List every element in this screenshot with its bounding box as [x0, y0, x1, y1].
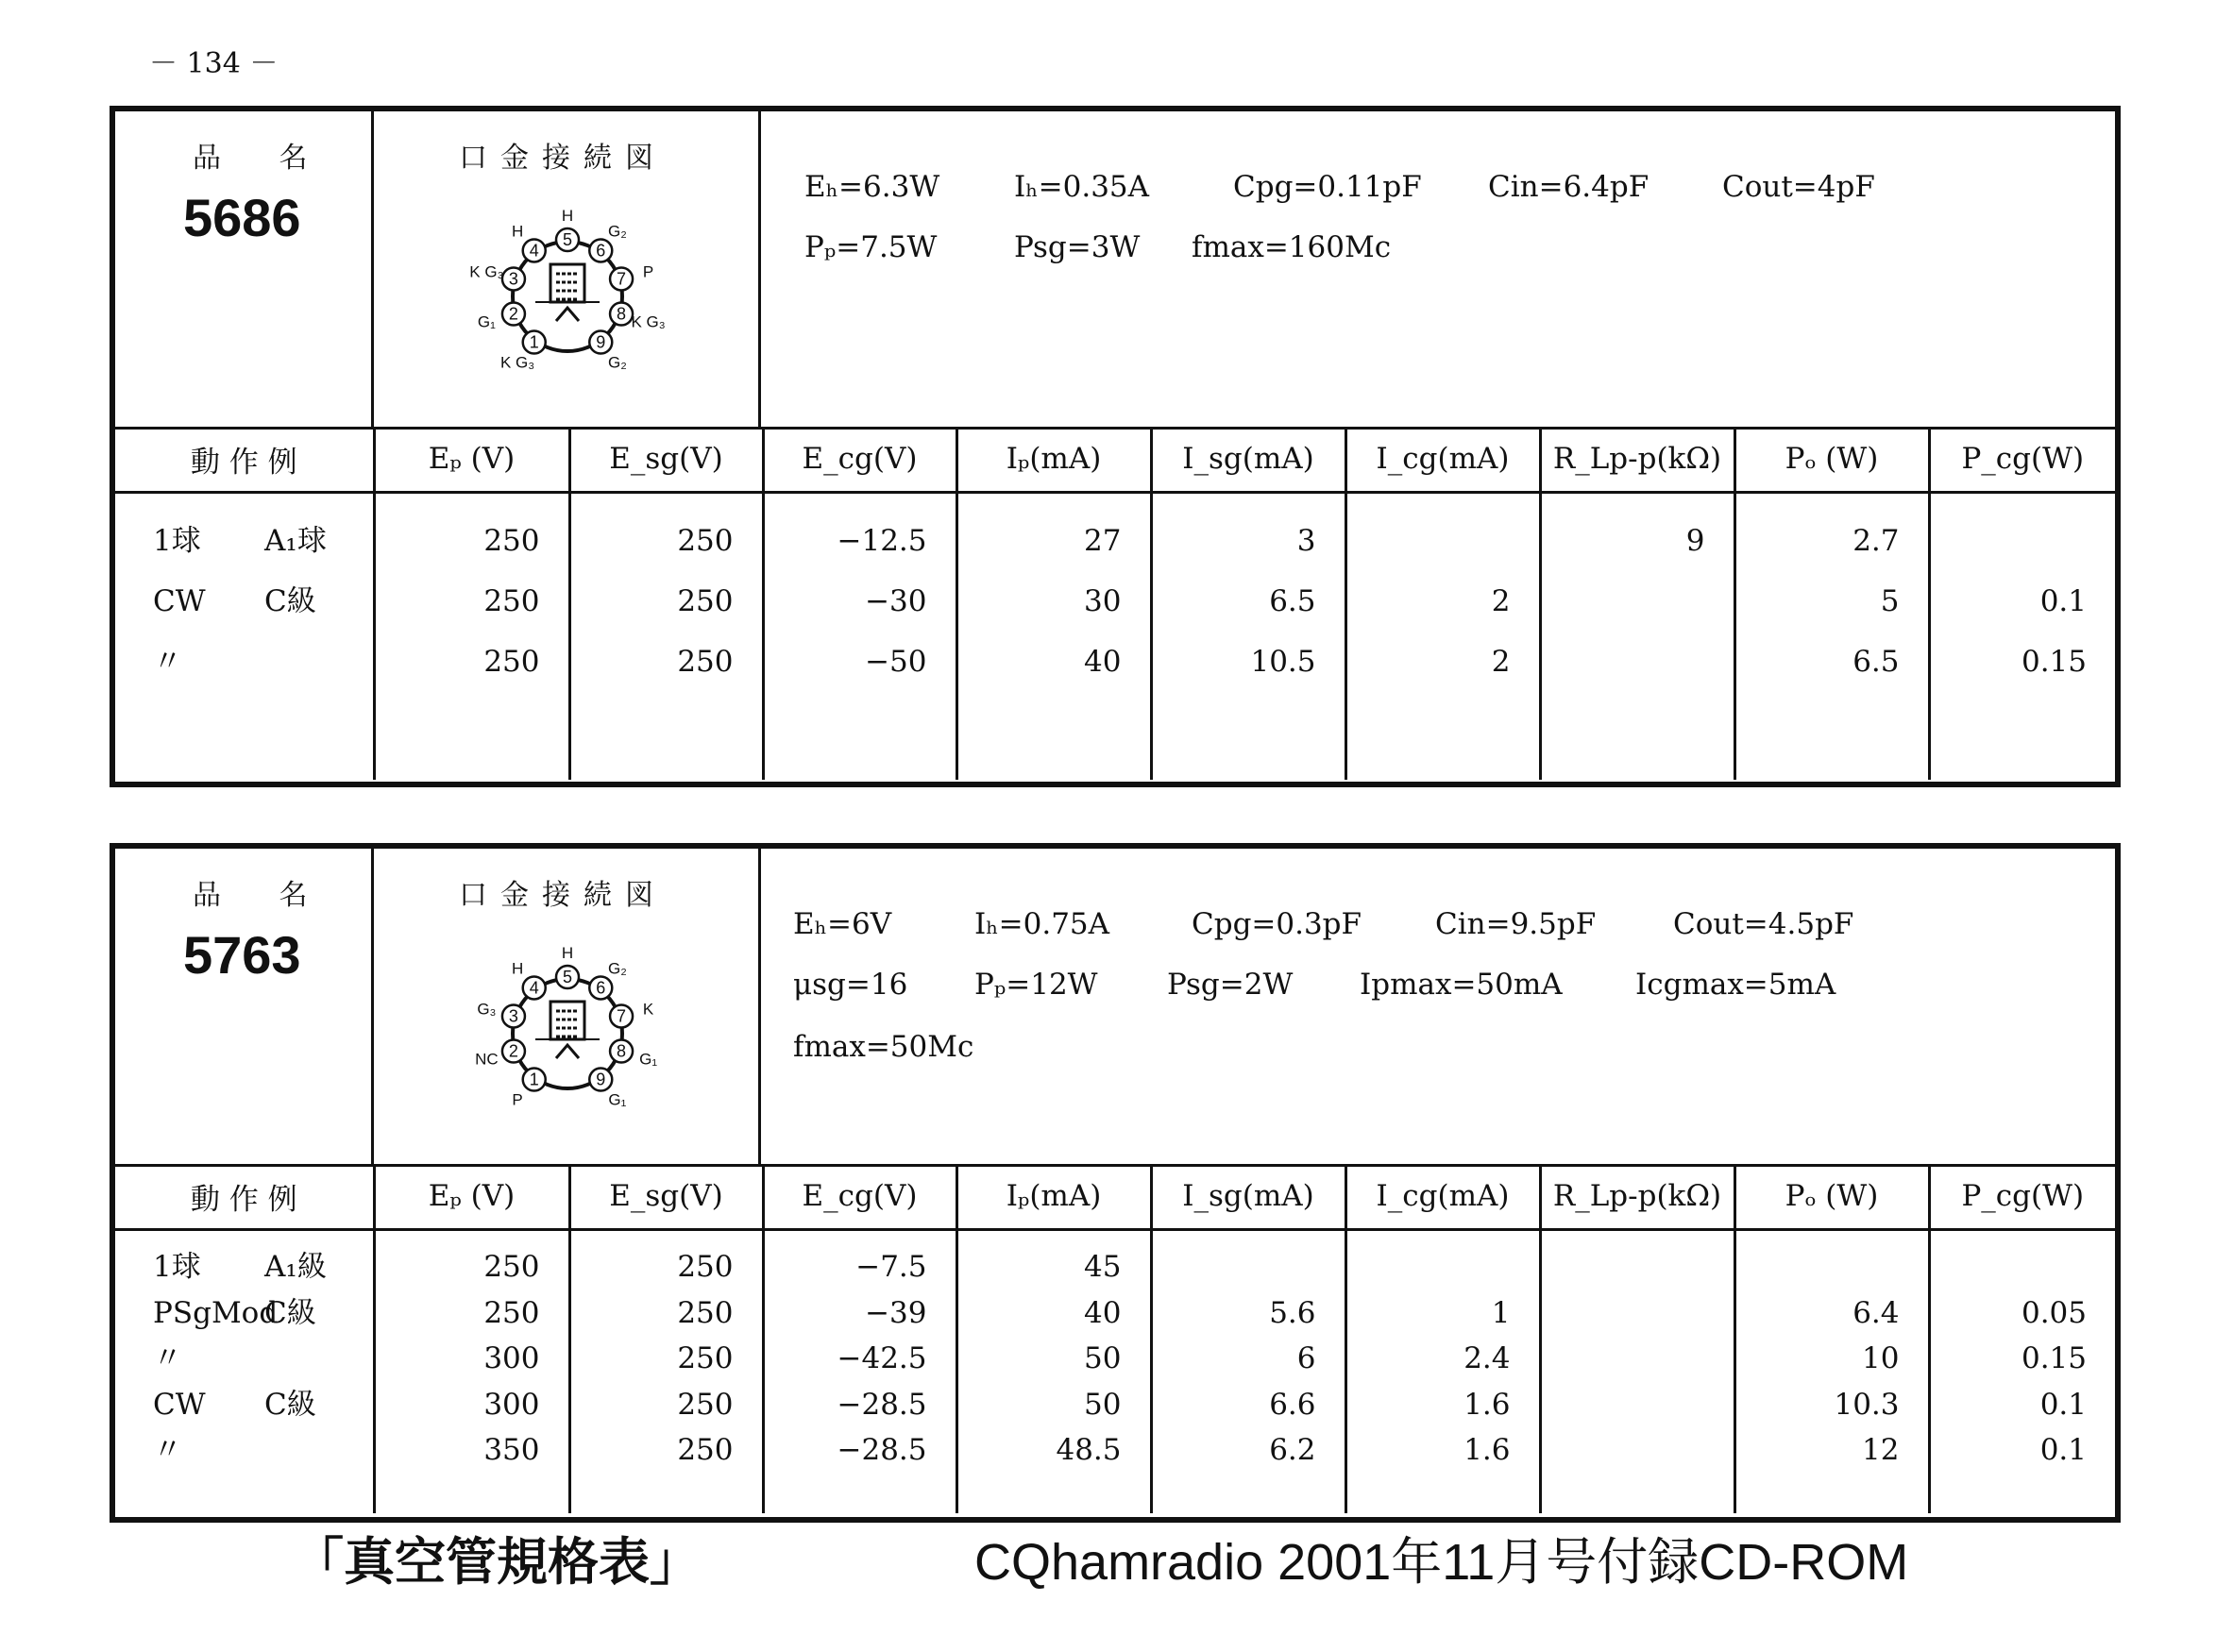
pin-number: 9	[596, 332, 606, 352]
header-ep: Eₚ (V)	[374, 427, 569, 493]
header-icg: I_cg(mA)	[1345, 427, 1540, 493]
operation-cell	[115, 1290, 373, 1337]
operation-mode: CW	[153, 584, 206, 618]
ep-column	[374, 493, 569, 780]
rating-cout: Cout=4pF	[1722, 170, 1875, 204]
operation-cell	[115, 1382, 373, 1428]
name-cell	[115, 111, 374, 427]
table-cell	[1542, 1244, 1734, 1290]
header-pcg: P_cg(W)	[1929, 1164, 2115, 1230]
table-cell: 40	[1084, 645, 1122, 679]
pin-number: 4	[529, 241, 539, 261]
tube-spec-block-5686	[110, 106, 2121, 787]
pin-label: K G₃	[631, 312, 666, 331]
table-cell: 50	[1084, 1387, 1122, 1422]
operation-column	[115, 493, 374, 780]
table-cell	[1542, 571, 1734, 632]
table-cell: 250	[677, 645, 734, 679]
table-cell: 1	[1491, 1295, 1511, 1330]
rating-icgmax: Icgmax=5mA	[1635, 968, 1836, 1002]
table-cell	[1542, 1336, 1734, 1382]
table-cell: 250	[677, 584, 734, 618]
table-cell: 0.15	[2021, 645, 2087, 679]
table-cell: 250	[483, 1250, 540, 1284]
table-cell: 6	[1296, 1341, 1316, 1375]
operation-mode: 1球	[153, 1250, 201, 1284]
rating-ih: Iₕ=0.75A	[974, 907, 1110, 941]
table-cell: 12	[1862, 1433, 1900, 1467]
pin-label: NC	[475, 1050, 499, 1069]
operation-cell	[115, 1427, 373, 1474]
table-cell: 0.1	[2039, 1387, 2087, 1422]
header-rl: R_Lp-p(kΩ)	[1540, 1164, 1734, 1230]
header-ecg: E_cg(V)	[763, 427, 956, 493]
pcg-column	[1929, 493, 2115, 780]
table-cell: −28.5	[837, 1433, 927, 1467]
table-cell: −39	[865, 1295, 927, 1330]
table-cell: 50	[1084, 1341, 1122, 1375]
operation-column	[115, 1230, 374, 1513]
header-rl: R_Lp-p(kΩ)	[1540, 427, 1734, 493]
rating-ih: Iₕ=0.35A	[1014, 170, 1150, 204]
table-cell: 1.6	[1463, 1387, 1511, 1422]
rating-musg: μsg=16	[793, 968, 908, 1002]
table-cell	[1542, 1382, 1734, 1428]
rating-eh: Eₕ=6V	[793, 907, 892, 941]
rating-ipmax: Ipmax=50mA	[1360, 968, 1563, 1002]
ratings-cell	[761, 111, 2115, 427]
table-cell: 5	[1880, 584, 1900, 618]
header-esg: E_sg(V)	[569, 427, 763, 493]
po-column	[1734, 1230, 1929, 1513]
operation-mode: PSgMod	[153, 1295, 279, 1330]
pin-number: 5	[562, 968, 573, 986]
table-cell	[1347, 1244, 1539, 1290]
esg-column	[569, 493, 763, 780]
rating-fmax: fmax=50Mc	[793, 1030, 974, 1064]
table-cell: 6.4	[1852, 1295, 1900, 1330]
rating-cout: Cout=4.5pF	[1673, 907, 1854, 941]
table-cell: 0.1	[2039, 584, 2087, 618]
table-cell: 250	[677, 1433, 734, 1467]
table-cell: 2.4	[1463, 1341, 1511, 1375]
pin-label: P	[512, 1090, 523, 1109]
ep-column	[374, 1230, 569, 1513]
table-cell: 2	[1491, 645, 1511, 679]
pin-number: 2	[508, 304, 518, 324]
pin-label: G₂	[607, 353, 627, 372]
pin-label: G₁	[639, 1050, 658, 1069]
header-ip: Iₚ(mA)	[956, 1164, 1151, 1230]
table-cell: 30	[1084, 584, 1122, 618]
table-cell	[1153, 1244, 1345, 1290]
table-cell: 10	[1862, 1341, 1900, 1375]
table-cell	[1931, 511, 2116, 571]
table-cell	[1347, 511, 1539, 571]
table-cell: 5.6	[1269, 1295, 1316, 1330]
operation-class: C級	[264, 584, 316, 618]
header-ep: Eₚ (V)	[374, 1164, 569, 1230]
table-cell: −30	[865, 584, 927, 618]
table-cell	[1542, 1427, 1734, 1474]
table-cell: 250	[483, 584, 540, 618]
pin-label: G₃	[477, 1000, 497, 1019]
base-connection-diagram	[459, 930, 676, 1138]
tube-header-row	[115, 849, 2115, 1167]
operation-cell	[115, 1244, 373, 1290]
base-diagram-cell	[374, 111, 761, 427]
table-cell: −42.5	[837, 1341, 927, 1375]
table-cell: 0.05	[2021, 1295, 2087, 1330]
operation-mode: 〃	[153, 645, 182, 679]
header-ecg: E_cg(V)	[763, 1164, 956, 1230]
diagram-title: 口金接続図	[459, 879, 667, 912]
table-cell: −28.5	[837, 1387, 927, 1422]
table-cell: 350	[483, 1433, 540, 1467]
pin-label: H	[511, 222, 524, 241]
pin-number: 6	[596, 978, 606, 998]
rating-eh: Eₕ=6.3W	[804, 170, 940, 204]
operation-class: C級	[264, 1295, 316, 1330]
operation-mode: 1球	[153, 524, 201, 558]
table-cell: 250	[677, 524, 734, 558]
pin-label: G₁	[608, 1090, 627, 1109]
diagram-title: 口金接続図	[459, 142, 667, 175]
header-ip: Iₚ(mA)	[956, 427, 1151, 493]
pin-label: K G₃	[469, 262, 504, 281]
table-cell: 48.5	[1056, 1433, 1122, 1467]
table-cell: 250	[677, 1387, 734, 1422]
pin-label: H	[511, 959, 524, 978]
table-cell: 2	[1491, 584, 1511, 618]
table-cell: 6.5	[1269, 584, 1316, 618]
operation-mode: 〃	[153, 1341, 182, 1375]
table-header-row	[115, 427, 2115, 493]
table-cell: 40	[1084, 1295, 1122, 1330]
table-cell	[1736, 1244, 1928, 1290]
table-cell: 250	[677, 1341, 734, 1375]
pin-label: H	[561, 944, 574, 962]
isg-column	[1151, 493, 1345, 780]
page-number: － 134 －	[149, 47, 279, 80]
header-icg: I_cg(mA)	[1345, 1164, 1540, 1230]
ratings-cell	[761, 849, 2115, 1164]
table-cell: 6.5	[1852, 645, 1900, 679]
table-cell: 0.15	[2021, 1341, 2087, 1375]
rating-cpg: Cpg=0.3pF	[1192, 907, 1362, 941]
base-diagram-cell	[374, 849, 761, 1164]
pin-number: 4	[529, 978, 539, 998]
model-number: 5763	[183, 925, 301, 985]
pin-number: 9	[596, 1070, 606, 1089]
heater-icon	[556, 1045, 579, 1058]
pin-label: K	[642, 1000, 654, 1019]
rating-pp: Pₚ=12W	[974, 968, 1098, 1002]
rating-fmax: fmax=160Mc	[1192, 230, 1392, 264]
pin-number: 5	[562, 230, 573, 249]
pin-number: 8	[617, 1041, 627, 1061]
pin-number: 3	[508, 1006, 518, 1026]
rating-cin: Cin=6.4pF	[1488, 170, 1649, 204]
name-label: 品 名	[193, 142, 332, 175]
pin-number: 6	[596, 241, 606, 261]
name-label: 品 名	[193, 879, 332, 912]
base-connection-diagram	[459, 193, 676, 400]
rating-psg: Psg=2W	[1167, 968, 1294, 1002]
tube-spec-block-5763	[110, 843, 2121, 1523]
rating-cin: Cin=9.5pF	[1435, 907, 1597, 941]
isg-column	[1151, 1230, 1345, 1513]
header-isg: I_sg(mA)	[1151, 427, 1345, 493]
table-cell: 6.6	[1269, 1387, 1316, 1422]
rating-pp: Pₚ=7.5W	[804, 230, 938, 264]
ip-column	[956, 1230, 1151, 1513]
operation-cell	[115, 1336, 373, 1382]
pin-label: H	[561, 207, 574, 225]
table-cell	[1542, 632, 1734, 692]
pin-label: K G₃	[499, 353, 535, 372]
pin-label: G₂	[607, 959, 627, 978]
pin-label: P	[642, 262, 654, 281]
table-body	[115, 493, 2115, 780]
pin-number: 7	[617, 1006, 627, 1026]
table-cell: 250	[483, 1295, 540, 1330]
po-column	[1734, 493, 1929, 780]
table-cell: 10.3	[1834, 1387, 1900, 1422]
table-cell: 250	[483, 645, 540, 679]
pin-number: 8	[617, 304, 627, 324]
table-cell	[1931, 1244, 2116, 1290]
rating-cpg: Cpg=0.11pF	[1233, 170, 1422, 204]
header-po: Pₒ (W)	[1734, 427, 1929, 493]
pin-label: G₂	[607, 222, 627, 241]
rl-column	[1540, 493, 1734, 780]
table-cell: −50	[865, 645, 927, 679]
table-cell: 9	[1685, 524, 1705, 558]
table-cell: 27	[1084, 524, 1122, 558]
operation-cell	[115, 571, 373, 632]
model-number: 5686	[183, 188, 301, 247]
table-cell: 300	[483, 1387, 540, 1422]
table-cell: 6.2	[1269, 1433, 1316, 1467]
table-cell	[1542, 1290, 1734, 1337]
icg-column	[1345, 493, 1540, 780]
operation-class: A₁球	[264, 524, 327, 558]
operation-class: C級	[264, 1387, 316, 1422]
operation-mode: CW	[153, 1387, 206, 1422]
table-header-row	[115, 1164, 2115, 1230]
pin-label: G₁	[477, 312, 496, 331]
pin-number: 7	[617, 269, 627, 289]
operation-mode: 〃	[153, 1433, 182, 1467]
footer-source: CQhamradio 2001年11月号付録CD-ROM	[974, 1534, 1909, 1591]
heater-icon	[556, 308, 579, 321]
operation-class: A₁級	[264, 1250, 327, 1284]
table-cell: −7.5	[855, 1250, 927, 1284]
ecg-column	[763, 1230, 956, 1513]
table-cell: 1.6	[1463, 1433, 1511, 1467]
footer-title: 「真空管規格表」	[293, 1532, 701, 1592]
header-operation: 動 作 例	[115, 427, 374, 493]
header-po: Pₒ (W)	[1734, 1164, 1929, 1230]
header-esg: E_sg(V)	[569, 1164, 763, 1230]
name-cell	[115, 849, 374, 1164]
ip-column	[956, 493, 1151, 780]
header-operation: 動 作 例	[115, 1164, 374, 1230]
table-cell: 10.5	[1250, 645, 1316, 679]
tube-header-row	[115, 111, 2115, 430]
pin-number: 2	[508, 1041, 518, 1061]
pin-number: 3	[508, 269, 518, 289]
ecg-column	[763, 493, 956, 780]
header-pcg: P_cg(W)	[1929, 427, 2115, 493]
operating-conditions-table	[115, 1164, 2115, 1513]
table-cell: 300	[483, 1341, 540, 1375]
rating-psg: Psg=3W	[1014, 230, 1141, 264]
table-cell: 0.1	[2039, 1433, 2087, 1467]
pin-number: 1	[529, 332, 539, 352]
header-isg: I_sg(mA)	[1151, 1164, 1345, 1230]
operation-cell	[115, 632, 373, 692]
table-cell: 250	[483, 524, 540, 558]
icg-column	[1345, 1230, 1540, 1513]
table-cell: 2.7	[1852, 524, 1900, 558]
table-cell: 3	[1296, 524, 1316, 558]
table-cell: −12.5	[837, 524, 927, 558]
operation-cell	[115, 511, 373, 571]
pcg-column	[1929, 1230, 2115, 1513]
operating-conditions-table	[115, 427, 2115, 780]
table-cell: 250	[677, 1295, 734, 1330]
table-cell: 250	[677, 1250, 734, 1284]
esg-column	[569, 1230, 763, 1513]
pin-number: 1	[529, 1070, 539, 1089]
table-cell: 45	[1084, 1250, 1122, 1284]
rl-column	[1540, 1230, 1734, 1513]
table-body	[115, 1230, 2115, 1513]
